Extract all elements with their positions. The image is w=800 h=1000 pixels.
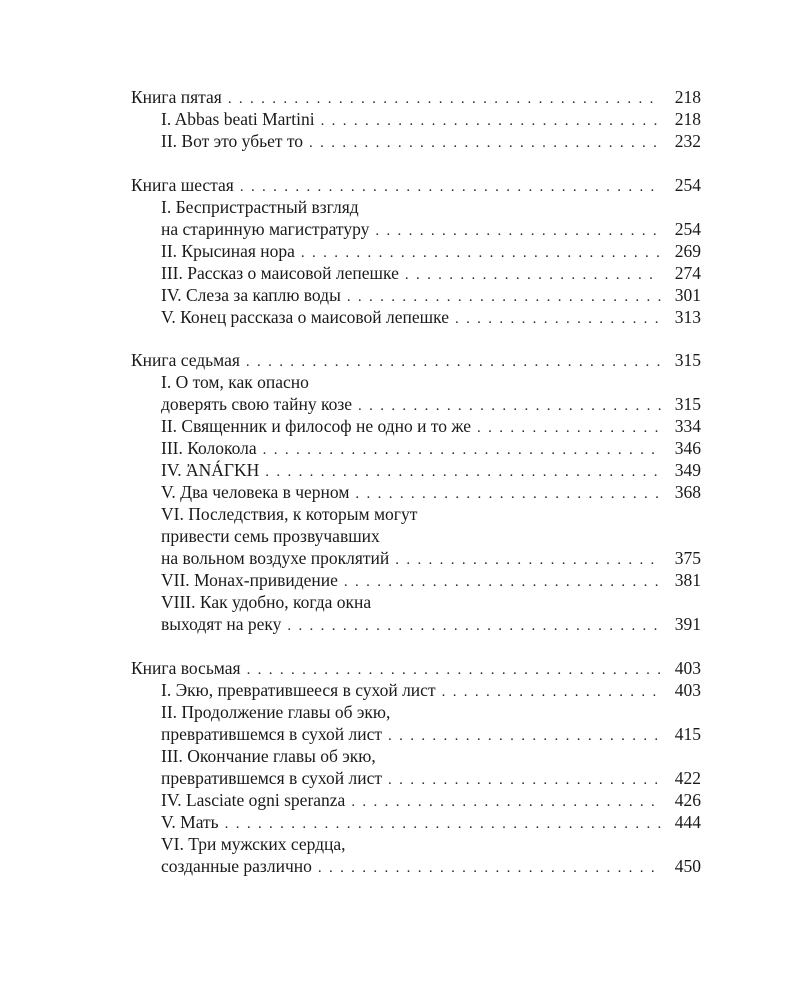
toc-entry-title: VIII. Как удобно, когда окна [161, 592, 372, 612]
toc-entry-title: IV. Слеза за каплю воды [161, 284, 341, 305]
toc-entry-title: I. Экю, превратившееся в сухой лист [161, 679, 436, 700]
dot-leader [388, 769, 661, 791]
toc-entry-title: II. Вот это убьет то [161, 131, 304, 151]
toc-chapter-line [131, 196, 701, 218]
toc-chapter-line [131, 218, 701, 240]
toc-entry-title: V. Два человека в черном [161, 482, 350, 502]
toc-chapter-line [131, 855, 701, 877]
toc-page-number: 334 [674, 416, 701, 436]
toc-page-number: 381 [674, 570, 701, 590]
toc-chapter-line [131, 437, 701, 459]
dot-leader [477, 417, 661, 439]
toc-chapter-line [131, 481, 701, 503]
dot-leader [321, 110, 661, 132]
toc-entry-title: II. Священник и философ не одно и то же [161, 416, 472, 436]
dot-leader [347, 286, 661, 308]
toc-page-number: 315 [674, 394, 701, 414]
toc-entry-title: созданные различно [161, 855, 312, 876]
toc-chapter-line [131, 569, 701, 591]
toc-chapter-line [131, 547, 701, 569]
toc-entry-title: VI. Три мужских сердца, [161, 833, 346, 854]
toc-entry-title: I. Abbas beati Martini [161, 109, 315, 129]
dot-leader [263, 439, 661, 461]
toc-page-number: 403 [674, 679, 701, 700]
toc-chapter-line [131, 789, 701, 811]
dot-leader [375, 220, 661, 242]
toc-entry-title: на старинную магистратуру [161, 218, 370, 239]
toc-chapter-line [131, 306, 701, 328]
table-of-contents [131, 86, 701, 898]
toc-entry-title: Книга восьмая [131, 657, 241, 678]
toc-chapter-line [131, 284, 701, 306]
dot-leader [318, 857, 661, 879]
dot-leader [247, 659, 661, 681]
dot-leader [455, 308, 661, 330]
toc-page-number: 368 [674, 482, 701, 502]
dot-leader [442, 681, 661, 703]
dot-leader [287, 615, 661, 637]
dot-leader [228, 88, 661, 110]
toc-page-number: 315 [674, 350, 701, 370]
toc-entry-title: VII. Монах-привидение [161, 570, 338, 590]
toc-entry-title: V. Конец рассказа о маисовой лепешке [161, 306, 449, 327]
toc-page-number: 269 [674, 240, 701, 261]
toc-chapter-line [131, 108, 701, 130]
dot-leader [351, 791, 661, 813]
toc-page-number: 403 [674, 657, 701, 678]
toc-entry-title: привести семь прозвучавших [161, 526, 380, 546]
toc-page-number: 349 [674, 460, 701, 480]
toc-chapter-line [131, 393, 701, 415]
dot-leader [309, 132, 661, 154]
toc-chapter-line [131, 679, 701, 701]
toc-entry-title: IV. Lasciate ogni speranza [161, 789, 346, 810]
toc-page-number: 274 [674, 262, 701, 283]
dot-leader [240, 176, 661, 198]
toc-book-heading [131, 86, 701, 108]
toc-section [131, 86, 701, 152]
toc-entry-title: VI. Последствия, к которым могут [161, 504, 418, 524]
dot-leader [246, 351, 661, 373]
toc-page-number: 426 [674, 789, 701, 810]
toc-book-heading [131, 349, 701, 371]
toc-page-number: 422 [674, 767, 701, 788]
dot-leader [395, 549, 661, 571]
toc-chapter-line [131, 459, 701, 481]
toc-section [131, 349, 701, 635]
toc-entry-title: Книга шестая [131, 174, 234, 195]
toc-entry-title: V. Мать [161, 811, 219, 832]
toc-chapter-line [131, 613, 701, 635]
dot-leader [301, 242, 661, 264]
toc-chapter-line [131, 525, 701, 547]
toc-section [131, 657, 701, 877]
toc-entry-title: III. Колокола [161, 438, 257, 458]
toc-entry-title: IV. ἈΝÁΓΚΗ [161, 460, 260, 480]
toc-page-number: 218 [674, 87, 701, 107]
toc-page-number: 254 [674, 218, 701, 239]
toc-entry-title: III. Окончание главы об экю, [161, 745, 376, 766]
toc-chapter-line [131, 415, 701, 437]
dot-leader [388, 725, 661, 747]
toc-chapter-line [131, 371, 701, 393]
toc-page-number: 313 [674, 306, 701, 327]
toc-entry-title: на вольном воздухе проклятий [161, 548, 390, 568]
toc-entry-title: Книга пятая [131, 87, 222, 107]
toc-entry-title: Книга седьмая [131, 350, 240, 370]
toc-entry-title: превратившемся в сухой лист [161, 767, 383, 788]
dot-leader [265, 461, 661, 483]
toc-chapter-line [131, 262, 701, 284]
toc-page-number: 254 [674, 174, 701, 195]
dot-leader [355, 483, 661, 505]
toc-page-number: 444 [674, 811, 701, 832]
dot-leader [405, 264, 661, 286]
toc-page-number: 391 [674, 614, 701, 634]
toc-section [131, 174, 701, 328]
toc-page-number: 450 [674, 855, 701, 876]
toc-page-number: 301 [674, 284, 701, 305]
toc-entry-title: II. Крысиная нора [161, 240, 295, 261]
dot-leader [225, 813, 661, 835]
toc-page-number: 346 [674, 438, 701, 458]
toc-chapter-line [131, 591, 701, 613]
toc-entry-title: I. О том, как опасно [161, 372, 309, 392]
toc-page-number: 218 [674, 109, 701, 129]
toc-page-number: 232 [674, 131, 701, 151]
toc-chapter-line [131, 767, 701, 789]
toc-page-number: 375 [674, 548, 701, 568]
dot-leader [358, 395, 661, 417]
toc-chapter-line [131, 811, 701, 833]
toc-entry-title: превратившемся в сухой лист [161, 723, 383, 744]
toc-chapter-line [131, 745, 701, 767]
toc-entry-title: выходят на реку [161, 614, 282, 634]
toc-entry-title: I. Беспристрастный взгляд [161, 196, 359, 217]
toc-book-heading [131, 657, 701, 679]
toc-chapter-line [131, 701, 701, 723]
toc-chapter-line [131, 723, 701, 745]
toc-chapter-line [131, 130, 701, 152]
toc-entry-title: III. Рассказ о маисовой лепешке [161, 262, 399, 283]
toc-chapter-line [131, 503, 701, 525]
toc-entry-title: доверять свою тайну козе [161, 394, 353, 414]
toc-page-number: 415 [674, 723, 701, 744]
toc-book-heading [131, 174, 701, 196]
toc-chapter-line [131, 240, 701, 262]
toc-entry-title: II. Продолжение главы об экю, [161, 701, 391, 722]
toc-chapter-line [131, 833, 701, 855]
dot-leader [344, 571, 661, 593]
